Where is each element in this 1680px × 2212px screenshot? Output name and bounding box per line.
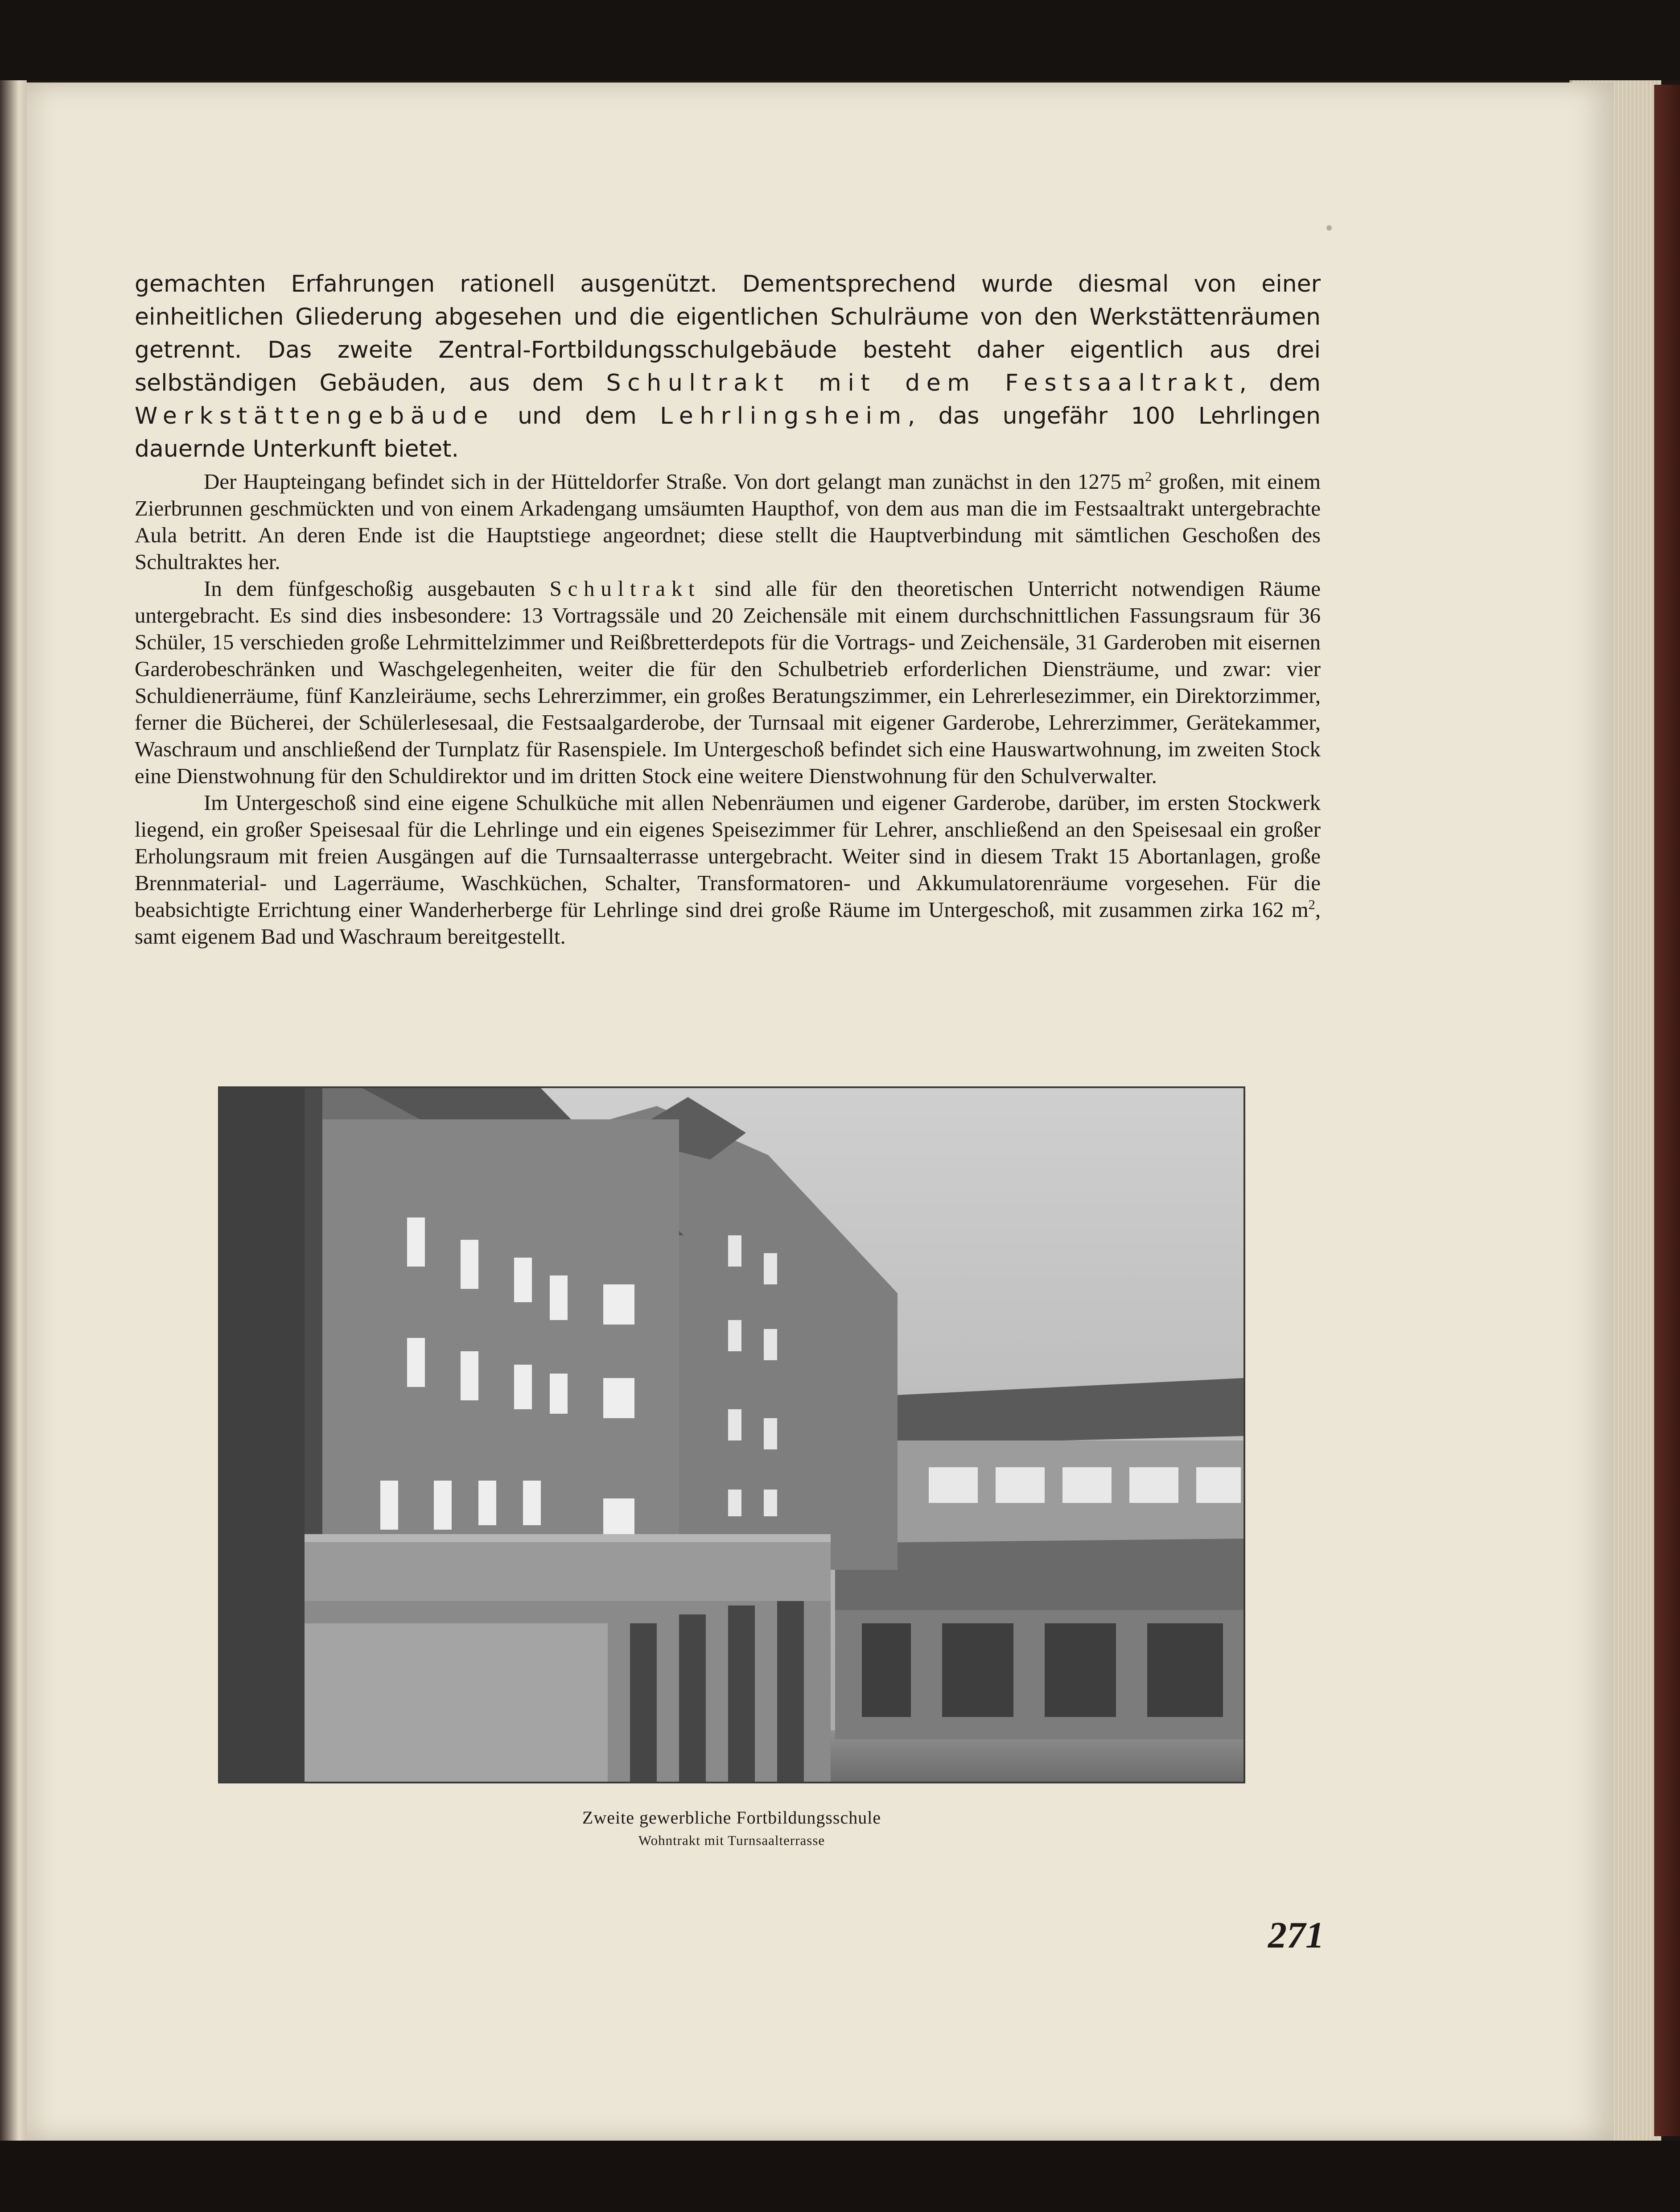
superscript-2-b: 2 [1308,897,1315,912]
paragraph-2-rest: sind alle für den theoretischen Unterricht notwendigen Räume untergebracht. Es sind dies insbesondere: 13 Vortragssäle und 20 Zeichensäle mit einem durchschnittlichen Fassungsraum für 36 Schüler, 15 verschieden große Lehrmittelzimmer und Reißbretterdepots für die Vortrags- und Zeichensäle, 31 Garderoben mit eisernen Garderobeschränken und Waschgelegenheiten, weiter die für den Schulbetrieb erforderlichen Diensträume, und zwar: vier Schuldienerräume, fünf Kanzleiräume, sechs Lehrerzimmer, ein großes Beratungszimmer, ein Lehrerlesezimmer, ein Direktorzimmer, ferner die Bücherei, der Schülerlesesaal, die Festsaalgarderobe, der Turnsaal mit eigener Garderobe, Lehrerzimmer, Gerätekammer, Waschraum und anschließend der Turnplatz für Rasenspiele. Im Untergeschoß befindet sich eine Hauswartwohnung, im zweiten Stock eine Dienstwohnung für den Schuldirektor und im dritten Stock eine weitere Dienstwohnung für den Schulverwalter. [135,576,1321,788]
page-number: 271 [1268,1915,1324,1956]
paragraph-1-text: Der Haupteingang befindet sich in der Hütteldorfer Straße. Von dort gelangt man zunächst in den 1275 m [204,469,1145,494]
lead-text-connector: , dem [1239,370,1321,396]
lead-text: gemachten Erfahrungen rationell ausgenützt. Dementsprechend wurde diesmal von einer einheitlichen Gliederung abgesehen und die eigentlichen Schulräume von den Werkstättenräumen getrennt. Das zweite Zentral-Fortbildungsschulgebäude besteht daher eigentlich aus drei selbständigen Gebäuden, aus dem [135,271,1321,396]
photo-caption-title: Zweite gewerbliche Fortbildungsschule [582,1808,881,1828]
scan-background-top [0,0,1680,80]
paragraph-3-text: Im Untergeschoß sind eine eigene Schulküche mit allen Nebenräumen und eigener Garderobe, darüber, im ersten Stockwerk liegend, ein großer Speisesaal für die Lehrlinge und ein eigenes Speisezimmer für Lehrer, anschließend an den Speisesaal ein großer Erholungsraum mit freien Ausgängen auf die Turnsaalterrasse untergebracht. Weiter sind in diesem Trakt 15 Abortanlagen, große Brennmaterial- und Lagerräume, Waschküchen, Schalter, Transformatoren- und Akkumulatorenräume vorgesehen. Für die beabsichtigte Errichtung einer Wanderherberge für Lehrlinge sind drei große Räume im Untergeschoß, mit zusammen zirka 162 m [135,790,1321,922]
paragraph-2-start: In dem fünfgeschoßig ausgebauten [204,576,550,601]
paragraph-untergeschoss [135,789,1321,950]
photo-caption-subtitle: Wohntrakt mit Turnsaalterrasse [638,1832,825,1848]
paragraph-1-rest: großen, mit einem Zierbrunnen geschmückten und von einem Arkadengang umsäumten Haupthof, von dem aus man die im Festsaaltrakt untergebrachte Aula betritt. An deren Ende ist die Hauptstiege angeordnet; diese stellt die Hauptverbindung mit sämtlichen Geschoßen des Schultraktes her. [135,469,1321,574]
building-photograph [220,1088,1244,1782]
superscript-2: 2 [1145,469,1152,484]
spaced-term-schultrakt: Schultrakt mit dem Festsaaltrakt [606,370,1239,396]
paragraph-haupteingang [135,468,1321,575]
paper-speck [1326,225,1332,231]
page-text [135,268,1321,950]
previous-page-edge [0,80,27,2141]
spaced-term-werkstaetten: Werkstättengebäude [135,403,494,429]
book-binding [1654,85,1680,2136]
scan-background-bottom [0,2141,1680,2212]
paragraph-schultrakt [135,575,1321,789]
lead-paragraph [135,268,1321,466]
paragraph-3-rest: , samt eigenem Bad und Waschraum bereitgestellt. [135,897,1321,949]
photo-illustration [220,1088,1244,1782]
lead-text-connector-2: und dem [494,403,660,429]
spaced-term-lehrlingsheim: Lehrlingsheim [660,403,908,429]
lead-text-end: , das ungefähr 100 Lehrlingen dauernde Unterkunft bietet. [135,403,1321,462]
spaced-term-schultrakt-2: Schultrakt [549,576,701,601]
